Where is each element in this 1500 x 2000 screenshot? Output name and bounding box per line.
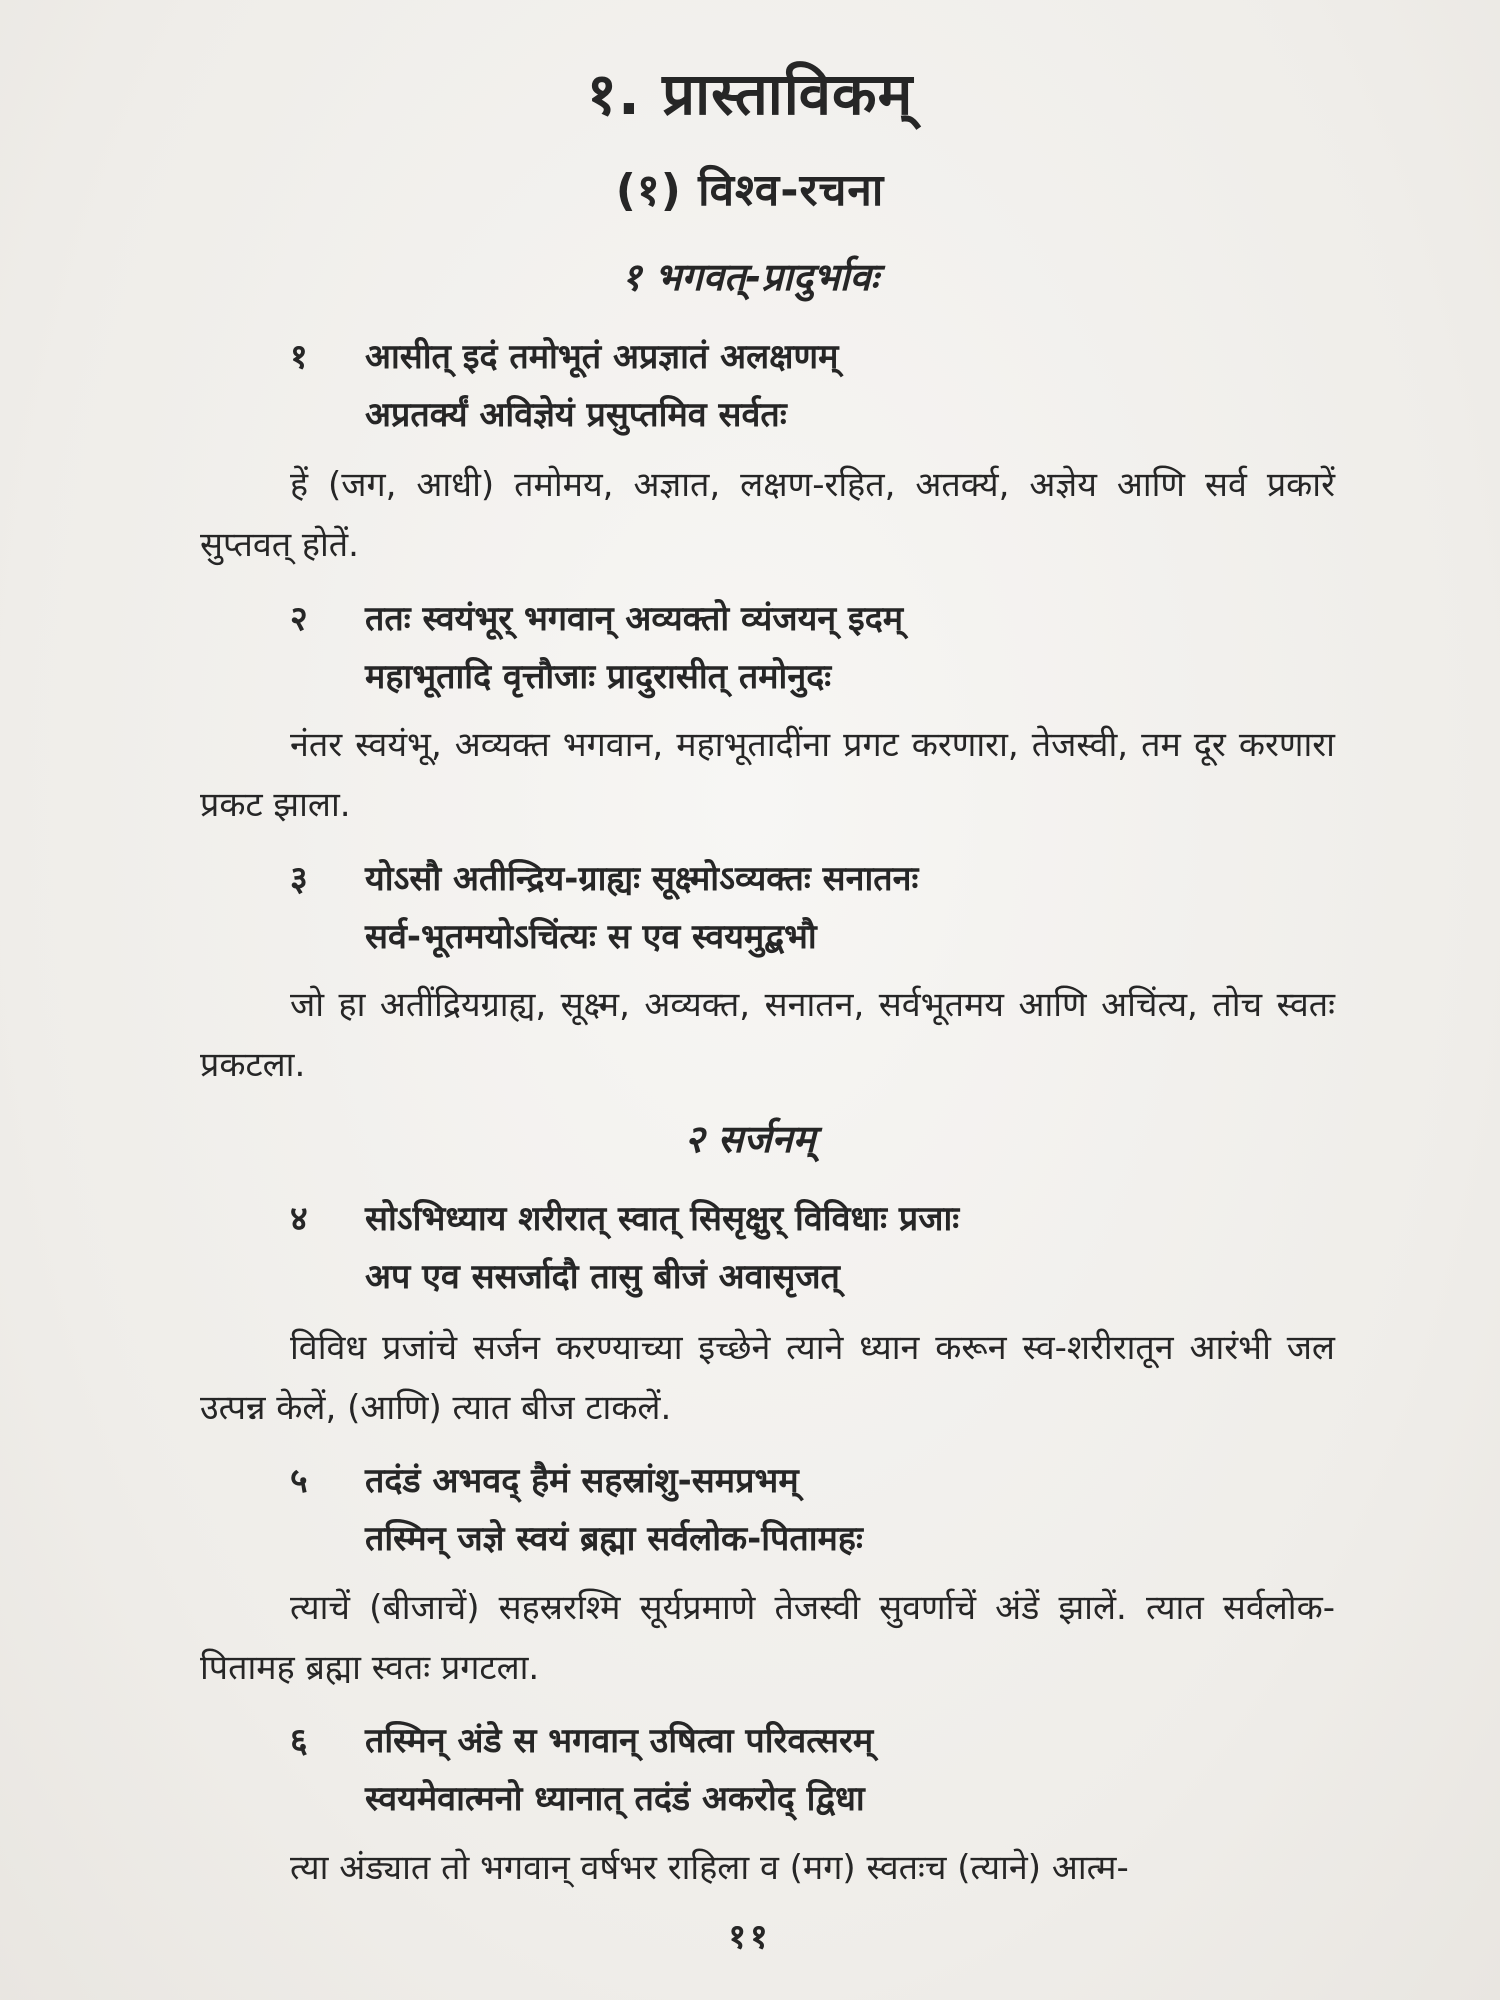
verse-line: सर्व-भूतमयोऽचिंत्यः स एव स्वयमुद्बभौ (365, 917, 817, 957)
section-heading: १ भगवत्-प्रादुर्भावः (621, 255, 879, 299)
verse-line: आसीत् इदं तमोभूतं अप्रज्ञातं अलक्षणम् (365, 337, 839, 377)
verse-block (290, 1190, 1290, 1306)
translation-paragraph: त्या अंड्यात तो भगवान् वर्षभर राहिला व (मग) स्वतःच (त्याने) आत्म- (290, 1848, 1129, 1888)
verse-line: तस्मिन् जज्ञे स्वयं ब्रह्मा सर्वलोक-पितामहः (365, 1519, 863, 1559)
verse-number: ४ (290, 1199, 308, 1239)
chapter-title: १. प्रास्ताविकम् (586, 60, 914, 128)
verse-block (290, 590, 1290, 706)
verse-line: महाभूतादि वृत्तौजाः प्रादुरासीत् तमोनुदः (365, 657, 832, 697)
verse-number: २ (290, 599, 308, 639)
section-heading: २ सर्जनम् (684, 1117, 816, 1161)
verse-number: १ (290, 337, 308, 377)
verse-line: स्वयमेवात्मनो ध्यानात् तदंडं अकरोद् द्विधा (365, 1779, 865, 1819)
translation-paragraph: विविध प्रजांचे सर्जन करण्याच्या इच्छेने त्याने ध्यान करून स्व-शरीरातून आरंभी जल उत्पन्न केलें, (आणि) त्यात बीज टाकलें. (200, 1328, 1335, 1428)
translation-paragraph: त्याचें (बीजाचें) सहस्ररश्मि सूर्यप्रमाणे तेजस्वी सुवर्णाचें अंडें झालें. त्यात सर्वलोक-पितामह ब्रह्मा स्वतः प्रगटला. (200, 1588, 1335, 1688)
verse-number: ६ (290, 1721, 308, 1761)
verse-block (290, 1712, 1290, 1828)
translation-paragraph: हें (जग, आधी) तमोमय, अज्ञात, लक्षण-रहित, अतर्क्य, अज्ञेय आणि सर्व प्रकारें सुप्तवत् होतें. (200, 465, 1335, 565)
verse-line: सोऽभिध्याय शरीरात् स्वात् सिसृक्षुर् विविधाः प्रजाः (365, 1199, 960, 1239)
translation-paragraph: नंतर स्वयंभू, अव्यक्त भगवान, महाभूतादींना प्रगट करणारा, तेजस्वी, तम दूर करणारा प्रकट झाला. (200, 725, 1335, 825)
page-number: ११ (728, 1917, 772, 1957)
verse-number: ५ (290, 1461, 308, 1501)
verse-line: तस्मिन् अंडे स भगवान् उषित्वा परिवत्सरम् (365, 1721, 874, 1761)
verse-block (290, 850, 1290, 966)
verse-block (290, 1452, 1290, 1568)
verse-line: ततः स्वयंभूर् भगवान् अव्यक्तो व्यंजयन् इदम् (365, 599, 904, 639)
verse-line: अप्रतर्क्यं अविज्ञेयं प्रसुप्तमिव सर्वतः (365, 395, 787, 435)
verse-number: ३ (290, 859, 308, 899)
verse-line: तदंडं अभवद् हैमं सहस्रांशु-समप्रभम् (365, 1461, 799, 1501)
verse-line: अप एव ससर्जादौ तासु बीजं अवासृजत् (365, 1257, 840, 1297)
part-title: (१) विश्व-रचना (615, 165, 885, 216)
verse-line: योऽसौ अतीन्द्रिय-ग्राह्यः सूक्ष्मोऽव्यक्तः सनातनः (365, 859, 919, 899)
translation-paragraph: जो हा अतींद्रियग्राह्य, सूक्ष्म, अव्यक्त, सनातन, सर्वभूतमय आणि अचिंत्य, तोच स्वतः प्रकटला. (200, 985, 1335, 1085)
verse-block (290, 328, 1290, 444)
